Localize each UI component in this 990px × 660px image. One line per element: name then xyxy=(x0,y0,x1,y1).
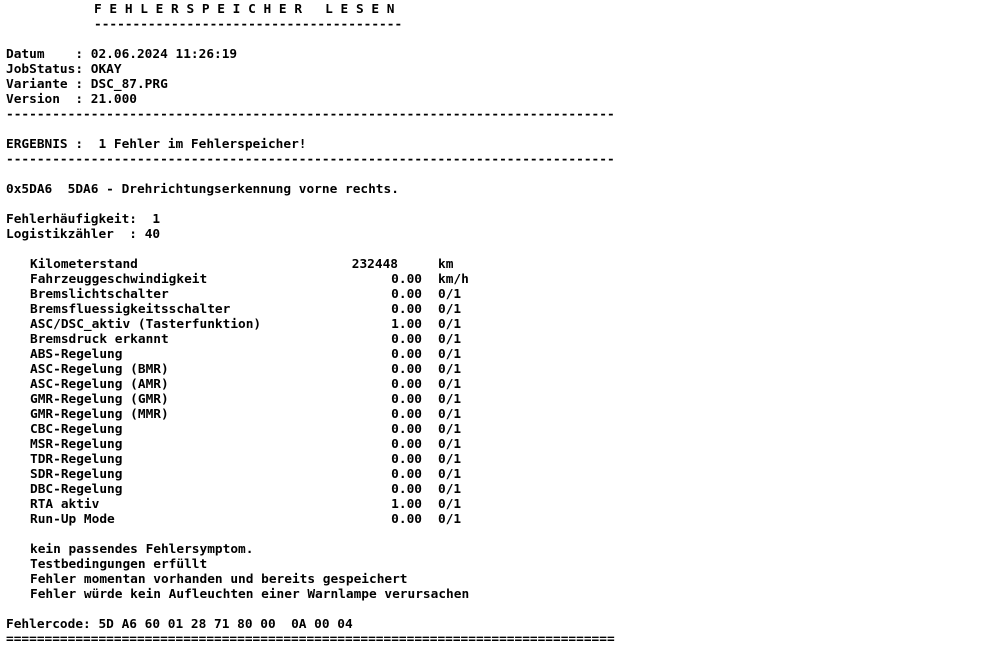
environment-name: TDR-Regelung xyxy=(30,452,123,467)
title-underline-text: ---------------------------------------- xyxy=(94,17,403,32)
environment-name: Bremsfluessigkeitsschalter xyxy=(30,302,231,317)
environment-row xyxy=(6,422,986,437)
blank-line xyxy=(6,527,986,542)
environment-row xyxy=(6,257,986,272)
fault-note: Fehler würde kein Aufleuchten einer Warnlampe verursachen xyxy=(30,587,470,602)
logistik-value: 40 xyxy=(144,227,161,242)
fault-note: kein passendes Fehlersymptom. xyxy=(30,542,254,557)
environment-row xyxy=(6,317,986,332)
environment-unit: 0/1 xyxy=(438,422,462,437)
environment-unit: 0/1 xyxy=(438,302,462,317)
haeufigkeit-label: Fehlerhäufigkeit: xyxy=(6,212,153,227)
environment-value: 0.00 xyxy=(391,407,422,422)
blank-line xyxy=(6,122,986,137)
environment-value: 0.00 xyxy=(391,347,422,362)
environment-row xyxy=(6,407,986,422)
equal-divider: =============================================================================== xyxy=(6,632,615,647)
environment-name: Bremslichtschalter xyxy=(30,287,169,302)
variante-row xyxy=(6,77,986,92)
title-underline xyxy=(6,17,986,32)
environment-value: 0.00 xyxy=(391,302,422,317)
variante-value: DSC_87.PRG xyxy=(90,77,168,92)
environment-value: 1.00 xyxy=(391,497,422,512)
environment-name: ASC-Regelung (AMR) xyxy=(30,377,169,392)
environment-row xyxy=(6,332,986,347)
report-title xyxy=(6,2,986,17)
environment-value: 0.00 xyxy=(391,452,422,467)
blank-line xyxy=(6,167,986,182)
environment-value: 0.00 xyxy=(391,362,422,377)
fehlercode-row xyxy=(6,617,986,632)
environment-name: Run-Up Mode xyxy=(30,512,115,527)
environment-name: MSR-Regelung xyxy=(30,437,123,452)
fault-note: Fehler momentan vorhanden und bereits gespeichert xyxy=(30,572,408,587)
variante-label: Variante : xyxy=(6,77,91,92)
environment-unit: 0/1 xyxy=(438,392,462,407)
datum-value: 02.06.2024 11:26:19 xyxy=(90,47,238,62)
environment-unit: km/h xyxy=(438,272,469,287)
environment-unit: 0/1 xyxy=(438,362,462,377)
environment-value: 1.00 xyxy=(391,317,422,332)
environment-unit: 0/1 xyxy=(438,407,462,422)
jobstatus-label: JobStatus: xyxy=(6,62,91,77)
environment-unit: 0/1 xyxy=(438,467,462,482)
environment-row xyxy=(6,362,986,377)
environment-unit: 0/1 xyxy=(438,347,462,362)
environment-conditions-table xyxy=(6,257,986,527)
datum-label: Datum : xyxy=(6,47,91,62)
environment-value: 0.00 xyxy=(391,467,422,482)
environment-name: ASC/DSC_aktiv (Tasterfunktion) xyxy=(30,317,262,332)
environment-unit: 0/1 xyxy=(438,332,462,347)
environment-row xyxy=(6,272,986,287)
environment-row xyxy=(6,287,986,302)
environment-name: Fahrzeuggeschwindigkeit xyxy=(30,272,208,287)
environment-value: 0.00 xyxy=(391,287,422,302)
environment-name: DBC-Regelung xyxy=(30,482,123,497)
environment-unit: km xyxy=(438,257,454,272)
environment-row xyxy=(6,377,986,392)
environment-row xyxy=(6,512,986,527)
datum-row xyxy=(6,47,986,62)
environment-value: 0.00 xyxy=(391,392,422,407)
blank-line xyxy=(6,602,986,617)
environment-value: 0.00 xyxy=(391,332,422,347)
fault-title: 0x5DA6 5DA6 - Drehrichtungserkennung vorne rechts. xyxy=(6,182,399,197)
fault-memory-report xyxy=(6,2,986,647)
dash-divider: ------------------------------------------------------------------------------- xyxy=(6,152,615,167)
environment-name: SDR-Regelung xyxy=(30,467,123,482)
haeufigkeit-value: 1 xyxy=(152,212,161,227)
environment-unit: 0/1 xyxy=(438,317,462,332)
jobstatus-value: OKAY xyxy=(90,62,122,77)
environment-name: Kilometerstand xyxy=(30,257,138,272)
version-row xyxy=(6,92,986,107)
environment-unit: 0/1 xyxy=(438,437,462,452)
environment-value: 0.00 xyxy=(391,422,422,437)
environment-name: RTA aktiv xyxy=(30,497,100,512)
environment-unit: 0/1 xyxy=(438,482,462,497)
environment-name: ASC-Regelung (BMR) xyxy=(30,362,169,377)
fault-notes-list xyxy=(6,542,986,602)
fehlercode-value: 5D A6 60 01 28 71 80 00 0A 00 04 xyxy=(98,617,353,632)
environment-unit: 0/1 xyxy=(438,377,462,392)
environment-value: 0.00 xyxy=(391,482,422,497)
environment-value: 0.00 xyxy=(391,377,422,392)
version-value: 21.000 xyxy=(90,92,137,107)
result-label: ERGEBNIS : xyxy=(6,137,99,152)
report-title-text: F E H L E R S P E I C H E R L E S E N xyxy=(94,2,395,17)
environment-value: 0.00 xyxy=(391,272,422,287)
blank-line xyxy=(6,242,986,257)
environment-row xyxy=(6,467,986,482)
environment-value: 232448 xyxy=(351,257,398,272)
result-row xyxy=(6,137,986,152)
environment-row xyxy=(6,392,986,407)
environment-name: GMR-Regelung (GMR) xyxy=(30,392,169,407)
version-label: Version : xyxy=(6,92,91,107)
environment-unit: 0/1 xyxy=(438,452,462,467)
blank-line xyxy=(6,197,986,212)
environment-row xyxy=(6,302,986,317)
environment-row xyxy=(6,482,986,497)
environment-unit: 0/1 xyxy=(438,512,462,527)
fault-note: Testbedingungen erfüllt xyxy=(30,557,208,572)
environment-name: Bremsdruck erkannt xyxy=(30,332,169,347)
environment-row xyxy=(6,497,986,512)
environment-unit: 0/1 xyxy=(438,497,462,512)
environment-value: 0.00 xyxy=(391,437,422,452)
fehlercode-label: Fehlercode: xyxy=(6,617,99,632)
haeufigkeit-row xyxy=(6,212,986,227)
environment-value: 0.00 xyxy=(391,512,422,527)
environment-row xyxy=(6,347,986,362)
environment-name: GMR-Regelung (MMR) xyxy=(30,407,169,422)
environment-name: CBC-Regelung xyxy=(30,422,123,437)
environment-row xyxy=(6,437,986,452)
environment-name: ABS-Regelung xyxy=(30,347,123,362)
result-text: 1 Fehler im Fehlerspeicher! xyxy=(98,137,307,152)
logistik-label: Logistikzähler : xyxy=(6,227,145,242)
logistik-row xyxy=(6,227,986,242)
blank-line xyxy=(6,32,986,47)
jobstatus-row xyxy=(6,62,986,77)
environment-unit: 0/1 xyxy=(438,287,462,302)
environment-row xyxy=(6,452,986,467)
dash-divider: ------------------------------------------------------------------------------- xyxy=(6,107,615,122)
